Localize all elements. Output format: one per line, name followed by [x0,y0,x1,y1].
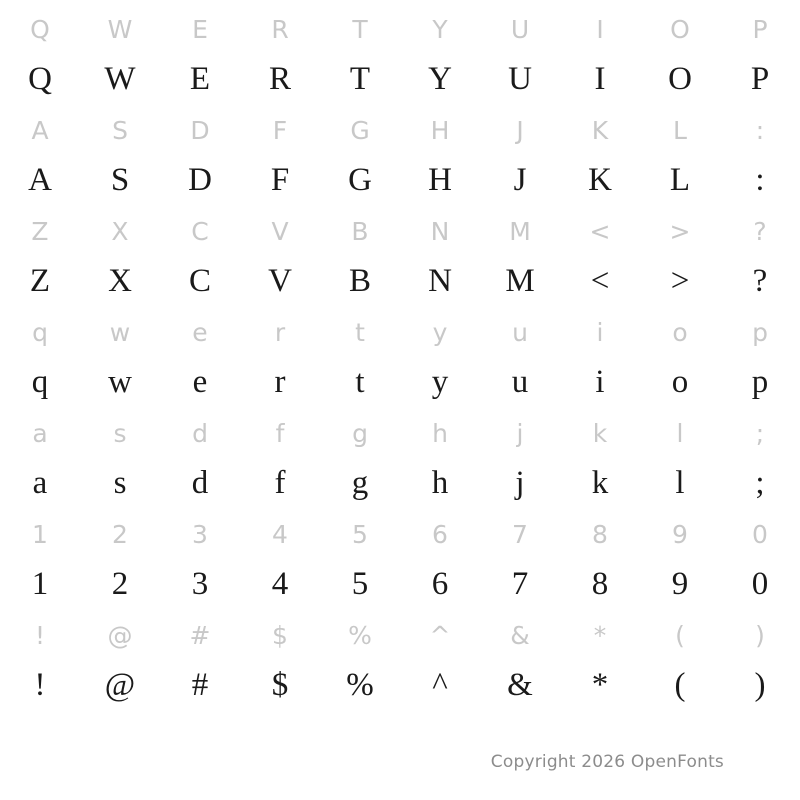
glyph-row-outline [0,105,800,155]
glyph-cell: T [352,14,368,44]
glyph-cell: % [346,667,374,703]
glyph-cell: # [189,620,211,650]
glyph-row-solid [0,256,800,307]
glyph-cell: X [108,263,132,299]
glyph-cell: d [192,418,208,448]
glyph-cell: y [432,317,448,347]
glyph-cell: r [274,364,286,400]
glyph-cell: ; [755,418,765,448]
glyph-cell: ( [675,620,685,650]
glyph-cell: : [755,162,765,198]
glyph-cell: P [750,61,770,97]
glyph-cell: * [591,667,609,703]
glyph-cell: A [28,162,52,198]
glyph-cell: $ [272,620,288,650]
glyph-cell: 1 [31,566,49,602]
glyph-row-solid [0,559,800,610]
glyph-cell: R [271,14,289,44]
glyph-row-outline [0,206,800,256]
glyph-cell: 4 [272,519,288,549]
glyph-cell: C [188,263,211,299]
glyph-cell: ! [34,667,46,703]
glyph-cell: X [111,216,129,246]
glyph-cell: V [271,216,289,246]
glyph-cell: ^ [432,667,448,703]
glyph-cell: d [191,465,209,501]
glyph-cell: l [676,418,684,448]
glyph-row-solid [0,357,800,408]
glyph-cell: 5 [352,519,368,549]
glyph-row-solid [0,660,800,711]
glyph-cell: H [428,162,452,198]
glyph-cell: ? [752,263,768,299]
glyph-cell: ; [755,465,765,501]
glyph-cell: 6 [432,519,448,549]
glyph-cell: G [348,162,372,198]
glyph-row-solid [0,54,800,105]
glyph-cell: 0 [752,519,768,549]
glyph-cell: I [596,14,604,44]
glyph-cell: g [352,418,368,448]
glyph-cell: 1 [32,519,48,549]
glyph-row-solid [0,155,800,206]
glyph-cell: t [355,364,365,400]
glyph-cell: Y [428,61,452,97]
glyph-cell: F [270,162,290,198]
glyph-cell: 5 [351,566,369,602]
glyph-cell: Z [29,263,51,299]
glyph-cell: @ [104,667,136,703]
glyph-cell: ? [753,216,767,246]
glyph-cell: ( [674,667,686,703]
glyph-cell: s [113,418,127,448]
glyph-cell: O [670,14,690,44]
glyph-cell: < [590,263,610,299]
glyph-cell: 9 [672,519,688,549]
glyph-row-outline [0,408,800,458]
glyph-cell: p [752,317,768,347]
glyph-cell: J [513,162,527,198]
glyph-row-outline [0,4,800,54]
glyph-cell: E [192,14,208,44]
glyph-cell: 4 [271,566,289,602]
glyph-cell: P [752,14,768,44]
glyph-cell: p [751,364,769,400]
glyph-cell: ) [755,620,765,650]
glyph-cell: O [668,61,692,97]
glyph-cell: K [588,162,612,198]
glyph-cell: & [507,667,533,703]
glyph-cell: L [669,162,691,198]
glyph-cell: 7 [512,519,528,549]
glyph-cell: i [595,364,605,400]
glyph-cell: k [591,465,609,501]
glyph-cell: g [351,465,369,501]
glyph-cell: r [274,317,286,347]
glyph-cell: M [509,216,531,246]
glyph-cell: u [511,364,529,400]
glyph-cell: 8 [591,566,609,602]
glyph-cell: H [430,115,450,145]
glyph-cell: w [109,317,131,347]
glyph-cell: f [275,418,285,448]
glyph-row-outline [0,509,800,559]
glyph-cell: 2 [111,566,129,602]
glyph-cell: B [351,216,369,246]
glyph-cell: ) [754,667,766,703]
glyph-cell: l [675,465,685,501]
glyph-cell: T [349,61,371,97]
glyph-cell: j [515,465,525,501]
glyph-cell: Z [31,216,49,246]
glyph-cell: 3 [192,519,208,549]
glyph-cell: e [192,364,208,400]
glyph-cell: < [589,216,611,246]
glyph-cell: q [31,364,49,400]
glyph-cell: o [672,317,688,347]
glyph-cell: 2 [112,519,128,549]
glyph-cell: A [31,115,49,145]
glyph-cell: 8 [592,519,608,549]
glyph-cell: G [350,115,370,145]
glyph-cell: 3 [191,566,209,602]
glyph-row-solid [0,458,800,509]
glyph-cell: j [516,418,524,448]
glyph-row-outline [0,307,800,357]
glyph-cell: V [268,263,292,299]
glyph-cell: Y [432,14,448,44]
glyph-cell: W [107,14,133,44]
glyph-cell: o [671,364,689,400]
glyph-cell: 9 [671,566,689,602]
glyph-cell: ! [34,620,46,650]
glyph-cell: K [591,115,609,145]
glyph-cell: q [32,317,48,347]
glyph-cell: t [355,317,365,347]
glyph-cell: ^ [429,620,451,650]
glyph-cell: D [190,115,210,145]
glyph-cell: 7 [511,566,529,602]
glyph-cell: S [112,115,128,145]
glyph-cell: E [189,61,211,97]
glyph-cell: h [432,418,448,448]
glyph-cell: L [673,115,687,145]
glyph-cell: R [268,61,291,97]
glyph-cell: C [191,216,209,246]
glyph-cell: M [505,263,535,299]
glyph-cell: h [431,465,449,501]
glyph-cell: a [32,465,48,501]
glyph-cell: N [428,263,452,299]
glyph-cell: B [348,263,371,299]
glyph-cell: I [594,61,606,97]
glyph-cell: S [110,162,130,198]
glyph-cell: W [104,61,136,97]
glyph-cell: k [592,418,608,448]
glyph-cell: % [348,620,372,650]
glyph-cell: > [670,263,690,299]
glyph-cell: s [113,465,127,501]
glyph-cell: i [596,317,604,347]
glyph-cell: U [510,14,530,44]
glyph-cell: u [512,317,528,347]
glyph-row-outline [0,610,800,660]
glyph-cell: e [192,317,208,347]
glyph-cell: > [669,216,691,246]
glyph-cell: a [32,418,48,448]
glyph-cell: F [272,115,288,145]
glyph-cell: N [430,216,450,246]
glyph-cell: D [188,162,212,198]
glyph-cell: 6 [431,566,449,602]
glyph-cell: * [593,620,607,650]
glyph-cell: $ [271,667,289,703]
glyph-cell: f [274,465,286,501]
glyph-cell: Q [28,61,52,97]
copyright-notice: Copyright 2026 OpenFonts [490,752,724,772]
glyph-cell: w [108,364,132,400]
glyph-cell: & [510,620,530,650]
glyph-cell: U [508,61,532,97]
glyph-cell: 0 [751,566,769,602]
glyph-cell: : [755,115,765,145]
glyph-cell: y [431,364,449,400]
glyph-cell: # [191,667,209,703]
glyph-cell: J [516,115,524,145]
glyph-cell: @ [107,620,133,650]
glyph-cell: Q [30,14,50,44]
